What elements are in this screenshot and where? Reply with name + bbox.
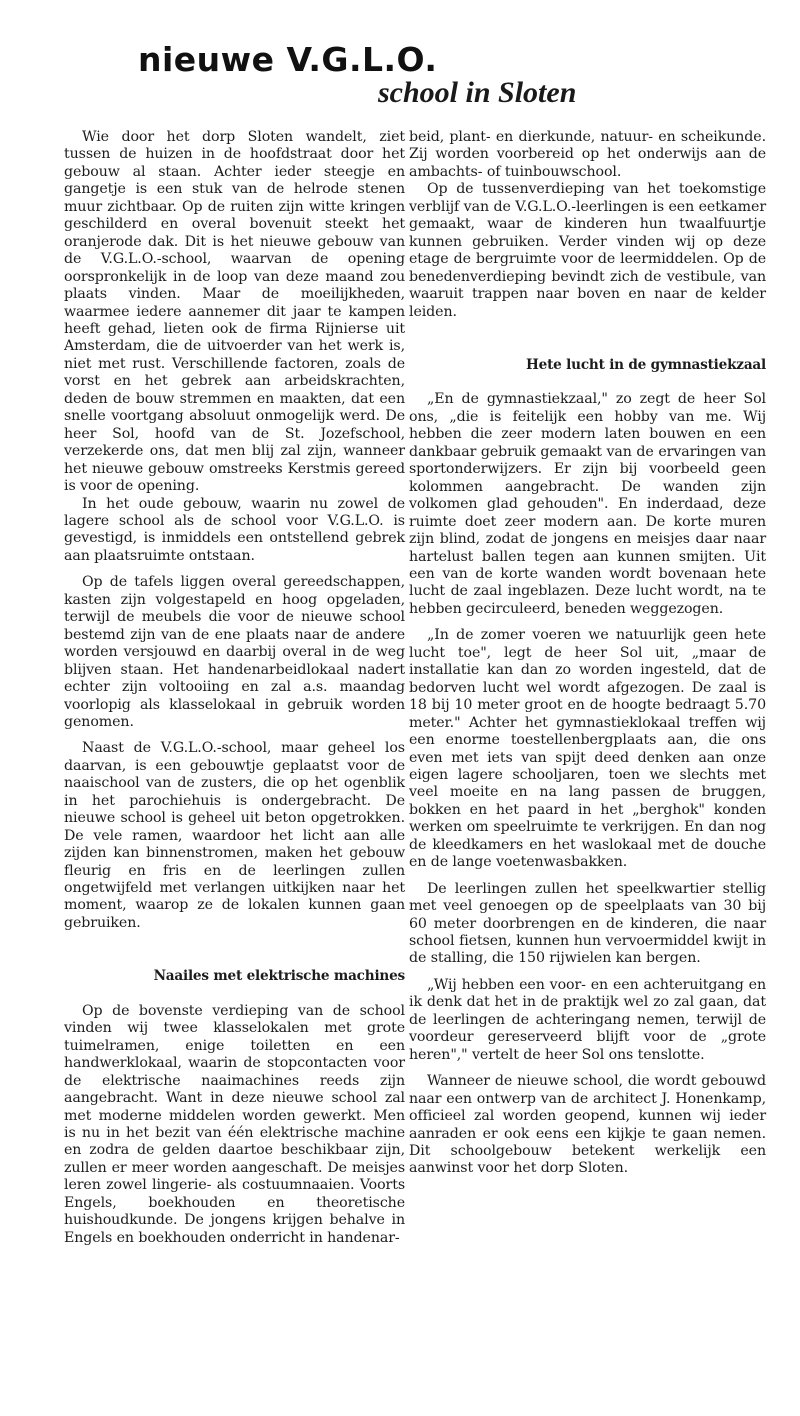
article-title: nieuwe V.G.L.O. [138, 40, 438, 79]
paragraph: De leerlingen zullen het speelkwartier stellig met veel genoegen op de speelplaats van 30 bij 60 meter doorbrengen en de kinderen, die naar school fietsen, kunnen hun vervoermiddel kwijt in de stalling, die 150 rijwielen kan bergen. [409, 880, 766, 967]
section-subheading: Naailes met elektrische machines [153, 968, 405, 985]
paragraph: „Wij hebben een voor- en een achteruitgang en ik denk dat het in de praktijk wel zo zal gaan, dat de leerlingen de achteringang nemen, terwijl de voordeur gereserveerd blijft voor de „grote heren"," vertelt de heer Sol ons tenslotte. [409, 976, 766, 1063]
paragraph: Op de tafels liggen overal gereedschappen, kasten zijn volgestapeld en hoog opgeladen, terwijl de meubels die voor de nieuwe school bestemd zijn van de ene plaats naar de andere worden versjouwd en daarbij overal in de weg blijven staan. Het handenarbeidlokaal nadert echter zijn voltooiing en zal a.s. maandag voorlopig als klasselokaal in gebruik worden genomen. [64, 574, 405, 730]
right-column [409, 129, 766, 1178]
paragraph: beid, plant- en dierkunde, natuur- en scheikunde. Zij worden voorbereid op het onderwijs aan de ambachts- of tuinbouwschool. [409, 129, 766, 180]
left-column [64, 129, 405, 1247]
paragraph: Op de bovenste verdieping van de school vinden wij twee klasselokalen met grote tuimelramen, enige toiletten en een handwerklokaal, waarin de stopcontacten voor de elektrische naaimachines reeds zijn aangebracht. Want in deze nieuwe school zal met moderne middelen worden gewerkt. Men is nu in het bezit van één elektrische machine en zodra de gelden daartoe beschikbaar zijn, zullen er meer worden aangeschaft. De meisjes leren zowel lingerie- als costuumnaaien. Voorts Engels, boekhouden en theoretische huishoudkunde. De jongens krijgen behalve in Engels en boekhouden onderricht in handenar- [64, 1002, 405, 1246]
paragraph: Op de tussenverdieping van het toekomstige verblijf van de V.G.L.O.-leerlingen is een eetkamer gemaakt, waar de kinderen hun twaalfuurtje kunnen gebruiken. Verder vinden wij op deze etage de bergruimte voor de leermiddelen. Op de benedenverdieping bevindt zich de vestibule, van waaruit trappen naar boven en naar de kelder leiden. [409, 181, 766, 320]
paragraph: In het oude gebouw, waarin nu zowel de lagere school als de school voor V.G.L.O. is gevestigd, is inmiddels een ontstellend gebrek aan plaatsruimte ontstaan. [64, 495, 405, 564]
paragraph: Wie door het dorp Sloten wandelt, ziet tussen de huizen in de hoofdstraat door het gebouw al staan. Achter ieder steegje en gangetje is een stuk van de helrode stenen muur zichtbaar. Op de ruiten zijn witte kringen geschilderd en overal bovenuit steekt het oranjerode dak. Dit is het nieuwe gebouw van de V.G.L.O.-school, waarvan de opening oorspronkelijk in de loop van deze maand zou plaats vinden. Maar de moeilijkheden, waarmee iedere aannemer dit jaar te kampen heeft gehad, lieten ook de firma Rijnierse uit Amsterdam, die de uitvoerder van het werk is, niet met rust. Verschillende factoren, zoals de vorst en het gebrek aan arbeidskrachten, deden de bouw stremmen en maakten, dat een snelle voortgang absoluut onmogelijk werd. De heer Sol, hoofd van de St. Jozefschool, verzekerde ons, dat men blij zal zijn, wanneer het nieuwe gebouw omstreeks Kerstmis gereed is voor de opening. [64, 129, 405, 495]
article-subtitle: school in Sloten [378, 76, 577, 109]
section-subheading: Hete lucht in de gymnastiekzaal [526, 356, 766, 373]
paragraph: Naast de V.G.L.O.-school, maar geheel los daarvan, is een gebouwtje geplaatst voor de naaischool van de zusters, die op het ogenblik in het parochiehuis is ondergebracht. De nieuwe school is geheel uit beton opgetrokken. De vele ramen, waardoor het licht aan alle zijden kan binnenstromen, maken het gebouw fleurig en fris en de leerlingen zullen ongetwijfeld met verlangen uitkijken naar het moment, waarop ze de lokalen kunnen gaan gebruiken. [64, 740, 405, 931]
paragraph: „In de zomer voeren we natuurlijk geen hete lucht toe", legt de heer Sol uit, „maar de installatie kan dan zo worden ingesteld, dat de bedorven lucht wel wordt afgezogen. De zaal is 18 bij 10 meter groot en de hoogte bedraagt 5.70 meter." Achter het gymnastieklokaal treffen wij een enorme toestellenbergplaats aan, die ons even met iets van spijt deed denken aan onze eigen lagere schooljaren, toen we slechts met veel moeite en na lang passen de bruggen, bokken en het paard in het „berghok" konden werken om speelruimte te verkrijgen. En dan nog de kleedkamers en het waslokaal met de douche en de lange voetenwasbakken. [409, 627, 766, 871]
paragraph: „En de gymnastiekzaal," zo zegt de heer Sol ons, „die is feitelijk een hobby van me. Wij hebben die zeer modern laten bouwen en een dankbaar gebruik gemaakt van de ervaringen van sportonderwijzers. Er zijn bij voorbeeld geen kolommen aangebracht. De wanden zijn volkomen glad gehouden". En inderdaad, deze ruimte doet zeer modern aan. De korte muren zijn blind, zodat de jongens en meisjes daar naar hartelust ballen tegen aan kunnen smijten. Uit een van de korte wanden wordt bovenaan hete lucht de zaal ingeblazen. Deze lucht wordt, na te hebben gecirculeerd, beneden weggezogen. [409, 391, 766, 617]
paragraph: Wanneer de nieuwe school, die wordt gebouwd naar een ontwerp van de architect J. Honenkamp, officieel zal worden geopend, kunnen wij ieder aanraden er ook eens een kijkje te gaan nemen. Dit schoolgebouw betekent werkelijk een aanwinst voor het dorp Sloten. [409, 1073, 766, 1177]
